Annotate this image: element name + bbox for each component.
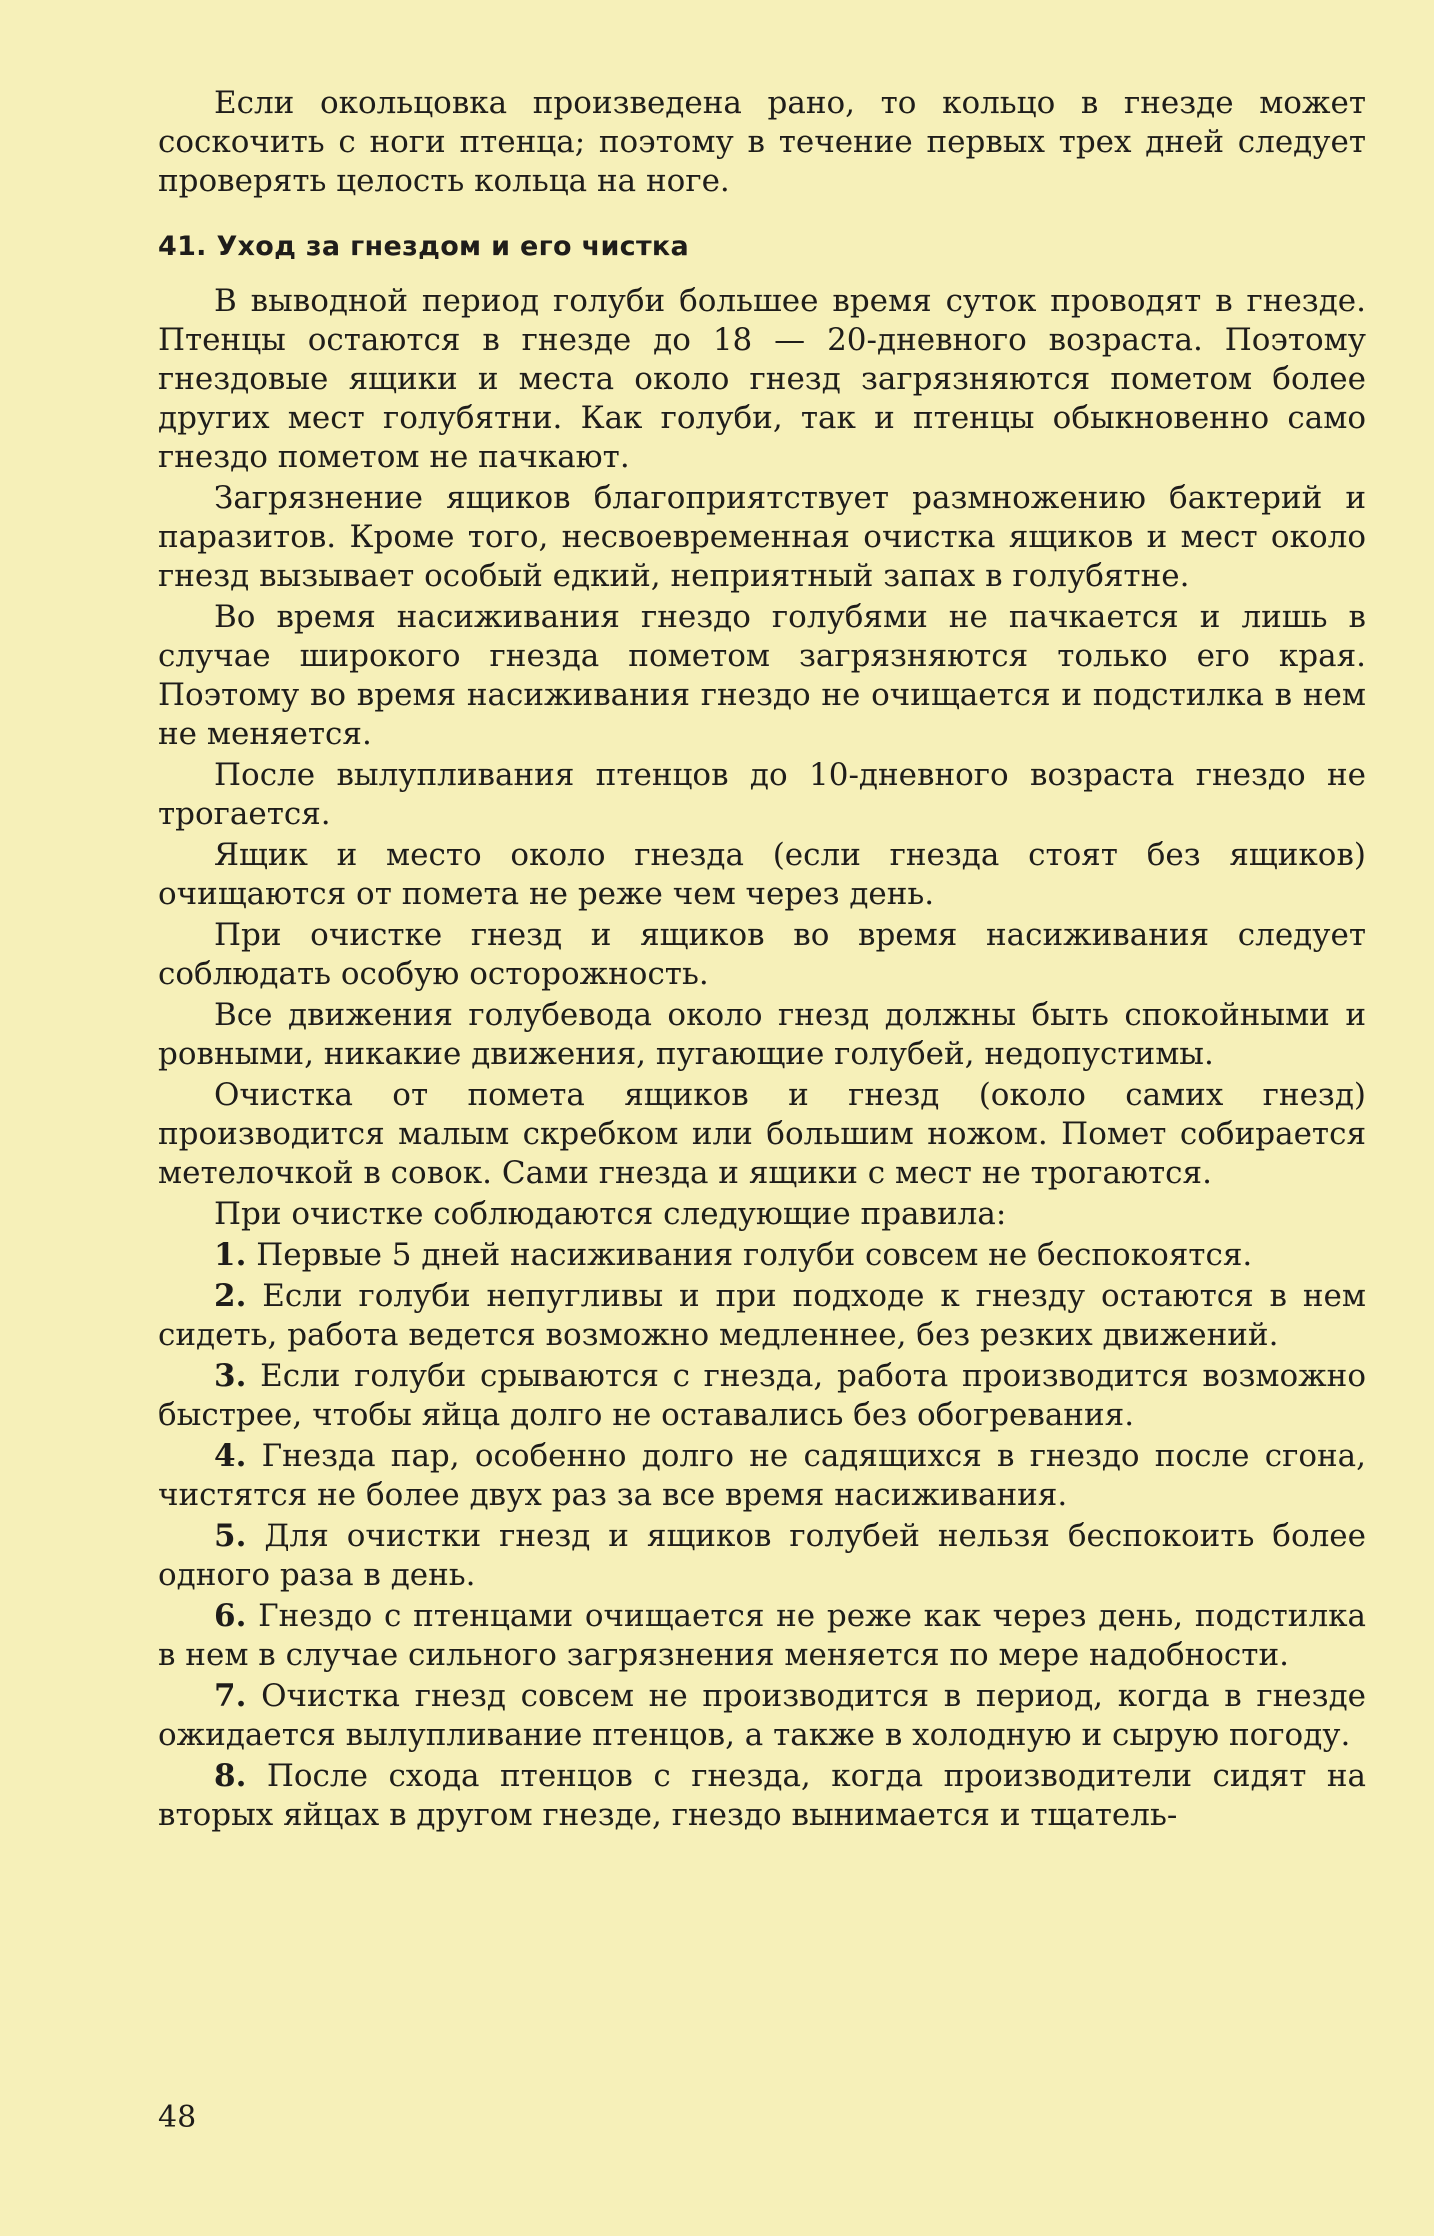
rule-text: После схода птенцов с гнезда, когда производители сидят на вторых яйцах в другом гнезде, гнездо вынимается и тщатель- bbox=[158, 1758, 1366, 1833]
rule-number: 6. bbox=[214, 1598, 247, 1634]
rule-item bbox=[158, 1677, 1366, 1755]
paragraph: Очистка от помета ящиков и гнезд (около самих гнезд) производится малым скребком или большим ножом. Помет собирается метелочкой в совок. Сами гнезда и ящики с мест не трогаются. bbox=[158, 1077, 1366, 1191]
rule-item bbox=[158, 1597, 1366, 1675]
rule-item bbox=[158, 1437, 1366, 1515]
rule-item bbox=[158, 1236, 1366, 1275]
paragraph: Во время насиживания гнездо голубями не пачкается и лишь в случае широкого гнезда пометом загрязняются только его края. Поэтому во время насиживания гнездо не очищается и подстилка в нем не меняется. bbox=[158, 599, 1366, 752]
section-title: Уход за гнездом и его чистка bbox=[216, 231, 690, 262]
rule-text: Гнездо с птенцами очищается не реже как через день, подстилка в нем в случае сильного загрязнения меняется по мере надобности. bbox=[158, 1598, 1366, 1673]
paragraph: В выводной период голуби большее время суток проводят в гнезде. Птенцы остаются в гнезде до 18 — 20-дневного возраста. Поэтому гнездовые ящики и места около гнезд загрязняются пометом более других мест голубятни. Как голуби, так и птенцы обыкновенно само гнездо пометом не пачкают. bbox=[158, 283, 1366, 475]
rule-number: 8. bbox=[214, 1758, 247, 1794]
rule-text: Гнезда пар, особенно долго не садящихся в гнездо после сгона, чистятся не более двух раз за все время насиживания. bbox=[158, 1438, 1366, 1513]
rule-number: 1. bbox=[214, 1237, 247, 1273]
rule-item bbox=[158, 1357, 1366, 1435]
rule-item bbox=[158, 1517, 1366, 1595]
rule-item bbox=[158, 1757, 1366, 1835]
paragraph: Все движения голубевода около гнезд должны быть спокойными и ровными, никакие движения, пугающие голубей, недопустимы. bbox=[158, 997, 1366, 1072]
rule-text: Для очистки гнезд и ящиков голубей нельзя беспокоить более одного раза в день. bbox=[158, 1518, 1366, 1593]
rule-item bbox=[158, 1277, 1366, 1355]
section-heading bbox=[158, 231, 1366, 262]
paragraph: При очистке гнезд и ящиков во время насиживания следует соблюдать особую осторожность. bbox=[158, 917, 1366, 992]
rule-number: 2. bbox=[214, 1278, 247, 1314]
paragraph: После вылупливания птенцов до 10-дневного возраста гнездо не трогается. bbox=[158, 757, 1366, 832]
paragraph: Ящик и место около гнезда (если гнезда стоят без ящиков) очищаются от помета не реже чем через день. bbox=[158, 837, 1366, 912]
rule-number: 5. bbox=[214, 1518, 247, 1554]
rule-number: 3. bbox=[214, 1358, 247, 1394]
rule-number: 7. bbox=[214, 1678, 247, 1714]
rule-text: Если голуби срываются с гнезда, работа производится возможно быстрее, чтобы яйца долго не оставались без обогревания. bbox=[158, 1358, 1366, 1433]
rule-text: Первые 5 дней насиживания голуби совсем не беспокоятся. bbox=[256, 1237, 1253, 1273]
rule-text: Очистка гнезд совсем не производится в период, когда в гнезде ожидается вылупливание птенцов, а также в холодную и сырую погоду. bbox=[158, 1678, 1366, 1753]
paragraph: При очистке соблюдаются следующие правила: bbox=[214, 1196, 1007, 1232]
paragraph: Загрязнение ящиков благоприятствует размножению бактерий и паразитов. Кроме того, несвоевременная очистка ящиков и мест около гнезд вызывает особый едкий, неприятный запах в голубятне. bbox=[158, 480, 1366, 594]
rule-text: Если голуби непугливы и при подходе к гнезду остаются в нем сидеть, работа ведется возможно медленнее, без резких движений. bbox=[158, 1278, 1366, 1353]
rule-number: 4. bbox=[214, 1438, 247, 1474]
section-number: 41. bbox=[158, 231, 207, 262]
intro-paragraph: Если окольцовка произведена рано, то кольцо в гнезде может соскочить с ноги птенца; поэтому в течение первых трех дней следует проверять целость кольца на ноге. bbox=[158, 85, 1366, 199]
page-body bbox=[158, 84, 1366, 1837]
page-number: 48 bbox=[158, 2100, 197, 2135]
